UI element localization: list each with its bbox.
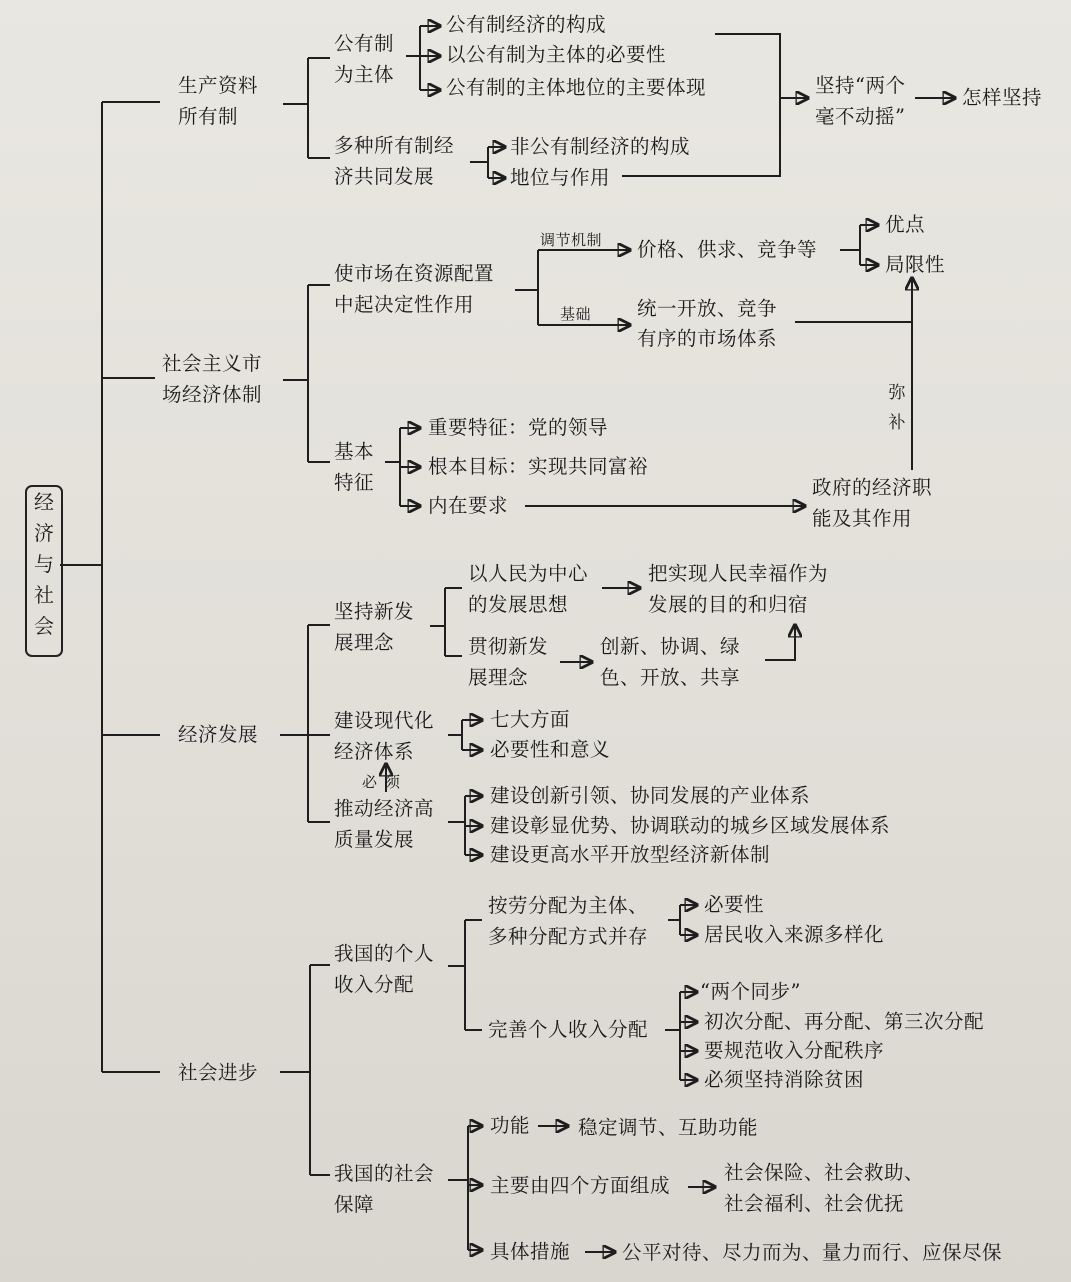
root-char: 社 bbox=[34, 583, 54, 607]
node-persist-line1: 坚持“两个 bbox=[815, 74, 906, 97]
item-stabilize-regulate: 稳定调节、互助功能 bbox=[578, 1116, 759, 1139]
label-function: 功能 bbox=[490, 1114, 531, 1137]
item-open-economy: 建设更高水平开放型经济新体制 bbox=[490, 843, 771, 866]
node-market-economy-line1: 社会主义市 bbox=[162, 352, 263, 375]
node-ownership-line1: 生产资料 bbox=[178, 74, 259, 97]
item-seven-aspects: 七大方面 bbox=[490, 708, 571, 731]
node-public-main-line2: 为主体 bbox=[334, 63, 395, 86]
node-ownership-line2: 所有制 bbox=[178, 105, 239, 128]
item-regulate-order: 要规范收入分配秩序 bbox=[704, 1039, 885, 1062]
node-basic-features-line2: 特征 bbox=[334, 471, 375, 494]
label-four-aspects: 主要由四个方面组成 bbox=[490, 1174, 671, 1197]
node-high-quality-line2: 质量发展 bbox=[334, 828, 415, 851]
root-char: 经 bbox=[34, 490, 54, 514]
label-must: 必须 bbox=[362, 773, 409, 791]
node-social-progress: 社会进步 bbox=[178, 1061, 259, 1084]
label-supplement-char2: 补 bbox=[888, 413, 906, 433]
item-necessity: 必要性 bbox=[704, 893, 765, 916]
node-implement-concept-line2: 展理念 bbox=[468, 666, 529, 689]
root-node-economy-and-society bbox=[25, 485, 63, 657]
node-five-concepts-line2: 色、开放、共享 bbox=[600, 666, 741, 689]
item-public-composition: 公有制经济的构成 bbox=[446, 13, 607, 36]
item-party-leadership: 重要特征：党的领导 bbox=[428, 416, 609, 439]
node-limitations: 局限性 bbox=[885, 253, 946, 276]
node-happiness-goal-line1: 把实现人民幸福作为 bbox=[648, 562, 829, 585]
node-market-system-line1: 统一开放、竞争 bbox=[637, 297, 778, 320]
item-regional-system: 建设彰显优势、协调联动的城乡区域发展体系 bbox=[490, 814, 891, 837]
label-measures: 具体措施 bbox=[490, 1240, 571, 1263]
item-necessity-significance: 必要性和意义 bbox=[490, 738, 611, 761]
item-status-role: 地位与作用 bbox=[510, 166, 611, 189]
item-four-aspects-line1: 社会保险、社会救助、 bbox=[724, 1161, 925, 1184]
root-char: 济 bbox=[34, 521, 54, 545]
label-supplement-char1: 弥 bbox=[888, 383, 906, 403]
node-labor-distribution-line2: 多种分配方式并存 bbox=[488, 925, 649, 948]
node-economic-development: 经济发展 bbox=[178, 723, 259, 746]
node-income-distribution-line1: 我国的个人 bbox=[334, 942, 435, 965]
root-char: 会 bbox=[34, 614, 54, 638]
item-inner-requirement: 内在要求 bbox=[428, 494, 509, 517]
node-multi-ownership-line2: 济共同发展 bbox=[334, 165, 435, 188]
item-income-diversification: 居民收入来源多样化 bbox=[704, 923, 885, 946]
item-four-aspects-line2: 社会福利、社会优抚 bbox=[724, 1192, 905, 1215]
node-people-centered-line2: 的发展思想 bbox=[468, 593, 569, 616]
node-market-system-line2: 有序的市场体系 bbox=[637, 327, 778, 350]
node-happiness-goal-line2: 发展的目的和归宿 bbox=[648, 593, 809, 616]
item-measures: 公平对待、尽力而为、量力而行、应保尽保 bbox=[622, 1241, 1003, 1264]
node-people-centered-line1: 以人民为中心 bbox=[468, 562, 589, 585]
node-gov-function-line1: 政府的经济职 bbox=[812, 476, 933, 499]
item-industrial-system: 建设创新引领、协同发展的产业体系 bbox=[490, 784, 811, 807]
node-market-decisive-line2: 中起决定性作用 bbox=[334, 293, 475, 316]
node-labor-distribution-line1: 按劳分配为主体、 bbox=[488, 894, 649, 917]
label-mechanism: 调节机制 bbox=[540, 231, 603, 249]
node-modern-system-line1: 建设现代化 bbox=[334, 709, 435, 732]
node-income-distribution-line2: 收入分配 bbox=[334, 973, 415, 996]
node-new-concept-line2: 展理念 bbox=[334, 631, 395, 654]
item-public-manifestation: 公有制的主体地位的主要体现 bbox=[446, 76, 707, 99]
item-common-prosperity: 根本目标：实现共同富裕 bbox=[428, 455, 649, 478]
node-social-security-line2: 保障 bbox=[334, 1193, 375, 1216]
item-three-distributions: 初次分配、再分配、第三次分配 bbox=[704, 1010, 985, 1033]
item-public-necessity: 以公有制为主体的必要性 bbox=[446, 43, 667, 66]
node-advantages: 优点 bbox=[885, 213, 926, 236]
item-eliminate-poverty: 必须坚持消除贫困 bbox=[704, 1068, 865, 1091]
node-new-concept-line1: 坚持新发 bbox=[334, 600, 415, 623]
node-market-decisive-line1: 使市场在资源配置 bbox=[334, 262, 495, 285]
node-how-persist: 怎样坚持 bbox=[962, 86, 1043, 109]
root-char: 与 bbox=[34, 552, 54, 576]
node-gov-function-line2: 能及其作用 bbox=[812, 507, 913, 530]
item-nonpublic-composition: 非公有制经济的构成 bbox=[510, 135, 691, 158]
label-basis: 基础 bbox=[560, 305, 592, 323]
node-social-security-line1: 我国的社会 bbox=[334, 1162, 435, 1185]
node-market-economy-line2: 场经济体制 bbox=[162, 383, 263, 406]
node-multi-ownership-line1: 多种所有制经 bbox=[334, 134, 455, 157]
node-public-main-line1: 公有制 bbox=[334, 32, 395, 55]
node-implement-concept-line1: 贯彻新发 bbox=[468, 635, 549, 658]
node-price-supply-competition: 价格、供求、竞争等 bbox=[637, 238, 818, 261]
node-five-concepts-line1: 创新、协调、绿 bbox=[600, 635, 741, 658]
node-basic-features-line1: 基本 bbox=[334, 440, 375, 463]
node-persist-line2: 毫不动摇” bbox=[815, 105, 906, 128]
node-modern-system-line2: 经济体系 bbox=[334, 740, 415, 763]
item-two-synchronizations: “两个同步” bbox=[700, 980, 801, 1003]
node-improve-distribution: 完善个人收入分配 bbox=[488, 1018, 649, 1041]
node-high-quality-line1: 推动经济高 bbox=[334, 797, 435, 820]
